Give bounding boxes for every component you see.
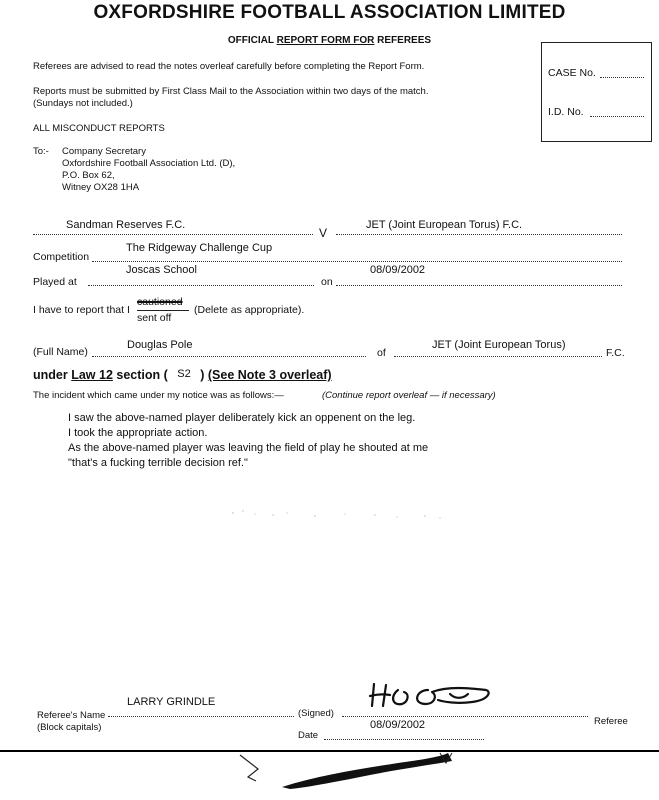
home-team: Sandman Reserves F.C. [66, 219, 186, 231]
home-team-line[interactable] [33, 234, 313, 235]
versus-label: V [319, 226, 328, 240]
incident-line-3: As the above-named player was leaving the field of play he shouted at me [68, 442, 429, 454]
date-line[interactable] [324, 739, 484, 740]
continue-note: (Continue report overleaf — if necessary) [322, 390, 496, 401]
player-club-line[interactable] [394, 356, 602, 357]
incident-line-4: "that's a fucking terrible decision ref." [68, 457, 248, 469]
referee-name-line[interactable] [108, 716, 294, 717]
on-label: on [321, 276, 333, 288]
block-capitals-label: (Block capitals) [37, 722, 102, 733]
away-team-line[interactable] [336, 234, 622, 235]
all-misconduct-heading: ALL MISCONDUCT REPORTS [33, 123, 165, 134]
played-at-label: Played at [33, 276, 77, 288]
signature-date: 08/09/2002 [370, 719, 426, 731]
section-close: ) [200, 368, 205, 382]
competition-value: The Ridgeway Challenge Cup [126, 242, 273, 254]
match-date-line[interactable] [336, 285, 622, 286]
incident-intro: The incident which came under my notice was as follows:— [33, 390, 284, 401]
sent-off-option: sent off [137, 312, 172, 324]
competition-line[interactable] [92, 261, 622, 262]
signature-line[interactable] [342, 716, 588, 717]
law-line [33, 368, 332, 382]
cautioned-option: cautioned [137, 296, 183, 308]
date-label: Date [298, 730, 319, 741]
referee-name-label: Referee's Name [37, 710, 106, 721]
submit-note-line2: (Sundays not included.) [33, 98, 133, 109]
law-12-label: Law 12 [71, 368, 113, 382]
see-note-label: (See Note 3 overleaf) [207, 368, 332, 382]
match-date: 08/09/2002 [370, 264, 426, 276]
player-club: JET (Joint European Torus) [432, 339, 566, 351]
referee-name: LARRY GRINDLE [127, 696, 216, 708]
case-no-label: CASE No. [548, 67, 596, 79]
player-name-line[interactable] [92, 356, 366, 357]
referee-label: Referee [594, 716, 628, 727]
player-name: Douglas Pole [127, 339, 193, 351]
to-label: To:- [33, 146, 49, 157]
id-no-label: I.D. No. [548, 106, 584, 118]
address-line-3: P.O. Box 62, [62, 170, 115, 181]
option-divider [137, 310, 189, 311]
incident-line-2: I took the appropriate action. [68, 427, 208, 439]
competition-label: Competition [33, 251, 90, 263]
address-line-2: Oxfordshire Football Association Ltd. (D), [62, 158, 236, 169]
report-intro: I have to report that I [33, 304, 130, 316]
full-name-label: (Full Name) [33, 346, 88, 358]
case-no-field[interactable] [600, 77, 644, 78]
torn-page-edge [0, 745, 659, 800]
incident-line-1: I saw the above-named player deliberately kick an oppenent on the leg. [68, 412, 416, 424]
scan-noise [225, 505, 455, 525]
of-label: of [377, 347, 386, 359]
subtitle-underlined: REPORT FORM FOR [276, 35, 375, 46]
subtitle-post: REFEREES [374, 35, 432, 46]
subtitle-pre: OFFICIAL [227, 35, 277, 46]
fc-label: F.C. [606, 347, 625, 359]
submit-note-line1: Reports must be submitted by First Class Mail to the Association within two days of the match. [33, 86, 429, 97]
referee-signature [368, 680, 498, 714]
section-value: S2 [177, 368, 191, 380]
venue-line[interactable] [88, 285, 314, 286]
form-title: OXFORDSHIRE FOOTBALL ASSOCIATION LIMITED [93, 2, 566, 23]
id-no-field[interactable] [590, 116, 644, 117]
address-line-1: Company Secretary [62, 146, 146, 157]
venue-value: Joscas School [126, 264, 197, 276]
under-label: under [33, 368, 68, 382]
signed-label: (Signed) [298, 708, 334, 719]
advice-note: Referees are advised to read the notes overleaf carefully before completing the Report Form. [33, 61, 425, 72]
section-label: section ( [116, 368, 168, 382]
address-line-4: Witney OX28 1HA [62, 182, 140, 193]
delete-note: (Delete as appropriate). [194, 304, 305, 316]
incident-text [68, 411, 428, 471]
away-team: JET (Joint European Torus) F.C. [366, 219, 523, 231]
case-id-box [541, 42, 652, 142]
